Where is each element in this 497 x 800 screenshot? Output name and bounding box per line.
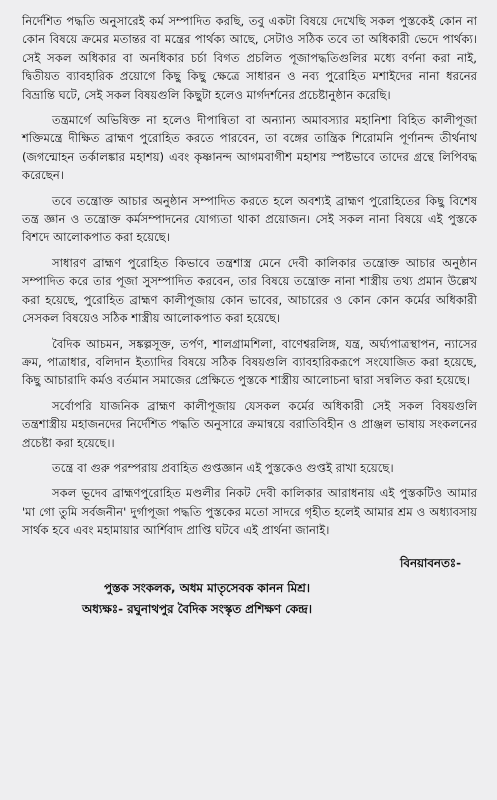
signature-closing: বিনয়াবনতঃ- bbox=[400, 555, 461, 570]
paragraph-1: নির্দেশিত পদ্ধতি অনুসারেই কর্ম সম্পাদিত করছি, তবু একটা বিষয়ে দেখেছি সকল পুস্তকেই কোন না কোন বিষয়ে ক্রমের মতান্তর বা মন্ত্রের পার্থক্য আছে, সেটাও সঠিক তবে তা অধিকারী ভেদে পার্থক্য। সেই সকল অধিকার বা অনধিকার চর্চা বিগত প্রচলিত পূজাপদ্ধতিগুলির মধ্যে বর্ণনা করা নাই, দ্বিতীয়ত ব্যাবহারিক প্রয়োগে কিছু কিছু ক্ষেত্রে সাধারন ও নব্য পুরোহিত মশাইদের নানা ধরনের বিভ্রান্তি ঘটে, সেই সকল বিষয়গুলি কিছুটা হলেও মার্গদর্শনের প্রচেষ্টানুষ্ঠান করেছি। bbox=[22, 14, 477, 102]
signature-principal: অধ্যক্ষঃ- রঘুনাথপুর বৈদিক সংস্কৃত প্রশিক্ষণ কেন্দ্র। bbox=[82, 601, 312, 616]
paragraph-3: তবে তন্ত্রোক্ত আচার অনুষ্ঠান সম্পাদিত করতে হলে অবশ্যই ব্রাহ্মণ পুরোহিতের কিছু বিশেষ তন্ত্র জ্ঞান ও তন্ত্রোক্ত কর্মসম্পাদনের যোগ্যতা থাকা প্রয়োজন। সেই সকল নানা বিষয়ে এই পুস্তকে বিশদে আলোকপাত করা হয়েছে। bbox=[22, 193, 477, 245]
paragraph-2: তন্ত্রমার্গে অভিষিক্ত না হলেও দীপান্বিতা বা অন্যান্য অমাবস্যার মহানিশা বিহিত কালীপূজা শক্তিমন্ত্রে দীক্ষিত ব্রাহ্মণ পুরোহিত করতে পারবেন, তা বঙ্গের তান্ত্রিক শিরোমনি পূর্ণানন্দ তীর্থনাথ (জগন্মোহন তর্কালঙ্কার মহাশয়) এবং কৃষ্ণানন্দ আগমবাগীশ মহাশয় স্পষ্টভাবে তাদের গ্রন্থে লিপিবদ্ধ করেছেন। bbox=[22, 113, 477, 183]
paragraph-6: সর্বোপরি যাজনিক ব্রাহ্মণ কালীপূজায় যেসকল কর্মের অধিকারী সেই সকল বিষয়গুলি তন্ত্রশাস্ত্রীয় মহাজনদের নির্দেশিত পদ্ধতি অনুসারে ক্রমান্বয়ে বরাতিবিহীন ও প্রাঞ্জল ভাষায় সংকলনের প্রচেষ্টা করা হয়েছে।। bbox=[22, 398, 477, 450]
paragraph-4: সাধারণ ব্রাহ্মণ পুরোহিত কিভাবে তন্ত্রশাস্ত্র মেনে দেবী কালিকার তন্ত্রোক্ত আচার অনুষ্ঠান সম্পাদিত করে তার পূজা সুসম্পাদিত করবেন, তার বিষয়ে তন্ত্রোক্ত নানা শাস্ত্রীয় তথ্য প্রমান উল্লেখ করা হয়েছে, পুরোহিত ব্রাহ্মণ কালীপূজায় কোন ভাবের, আচারের ও কোন কোন কর্মের অধিকারী সেসকল বিষয়েও সঠিক শাস্ত্রীয় আলোকপাত করা হয়েছে। bbox=[22, 255, 477, 326]
paragraph-5: বৈদিক আচমন, সঙ্কল্পসূক্ত, তর্পণ, শালগ্রামশিলা, বাণেশ্বরলিঙ্গ, যন্ত্র, অর্ঘ্যপাত্রস্থাপন, ন্যাসের ক্রম, পাত্রাধার, বলিদান ইত্যাদির বিষয়ে সঠিক বিষয়গুলি ব্যাবহারিকরূপে সংযোজিত করা হয়েছে, কিছু আচারাদি কর্মও বর্তমান সমাজের প্রেক্ষিতে পুস্তকে শাস্ত্রীয় আলোচনা দ্বারা সন্বলিত করা হয়েছে। bbox=[22, 336, 477, 388]
paragraph-7: তন্ত্রে বা গুরু পরম্পরায় প্রবাহিত গুপ্তজ্ঞান এই পুস্তকেও গুপ্তই রাখা হয়েছে। bbox=[52, 460, 394, 475]
paragraph-8: সকল ভূদেব ব্রাহ্মণপুরোহিত মণ্ডলীর নিকট দেবী কালিকার আরাধনায় এই পুস্তকটিও আমার 'মা গো তুমি সর্বজনীন' দুর্গাপূজা পদ্ধতি পুস্তকের মতো সাদরে গৃহীত হলেই আমার শ্রম ও অধ্যাবসায় সার্থক হবে এবং মহামায়ার আর্শিবাদ প্রাপ্তি ঘটবে এই প্রার্থনা জানাই। bbox=[22, 486, 477, 538]
signature-compiler: পুস্তক সংকলক, অধম মাতৃসেবক কানন মিশ্র। bbox=[104, 580, 310, 595]
